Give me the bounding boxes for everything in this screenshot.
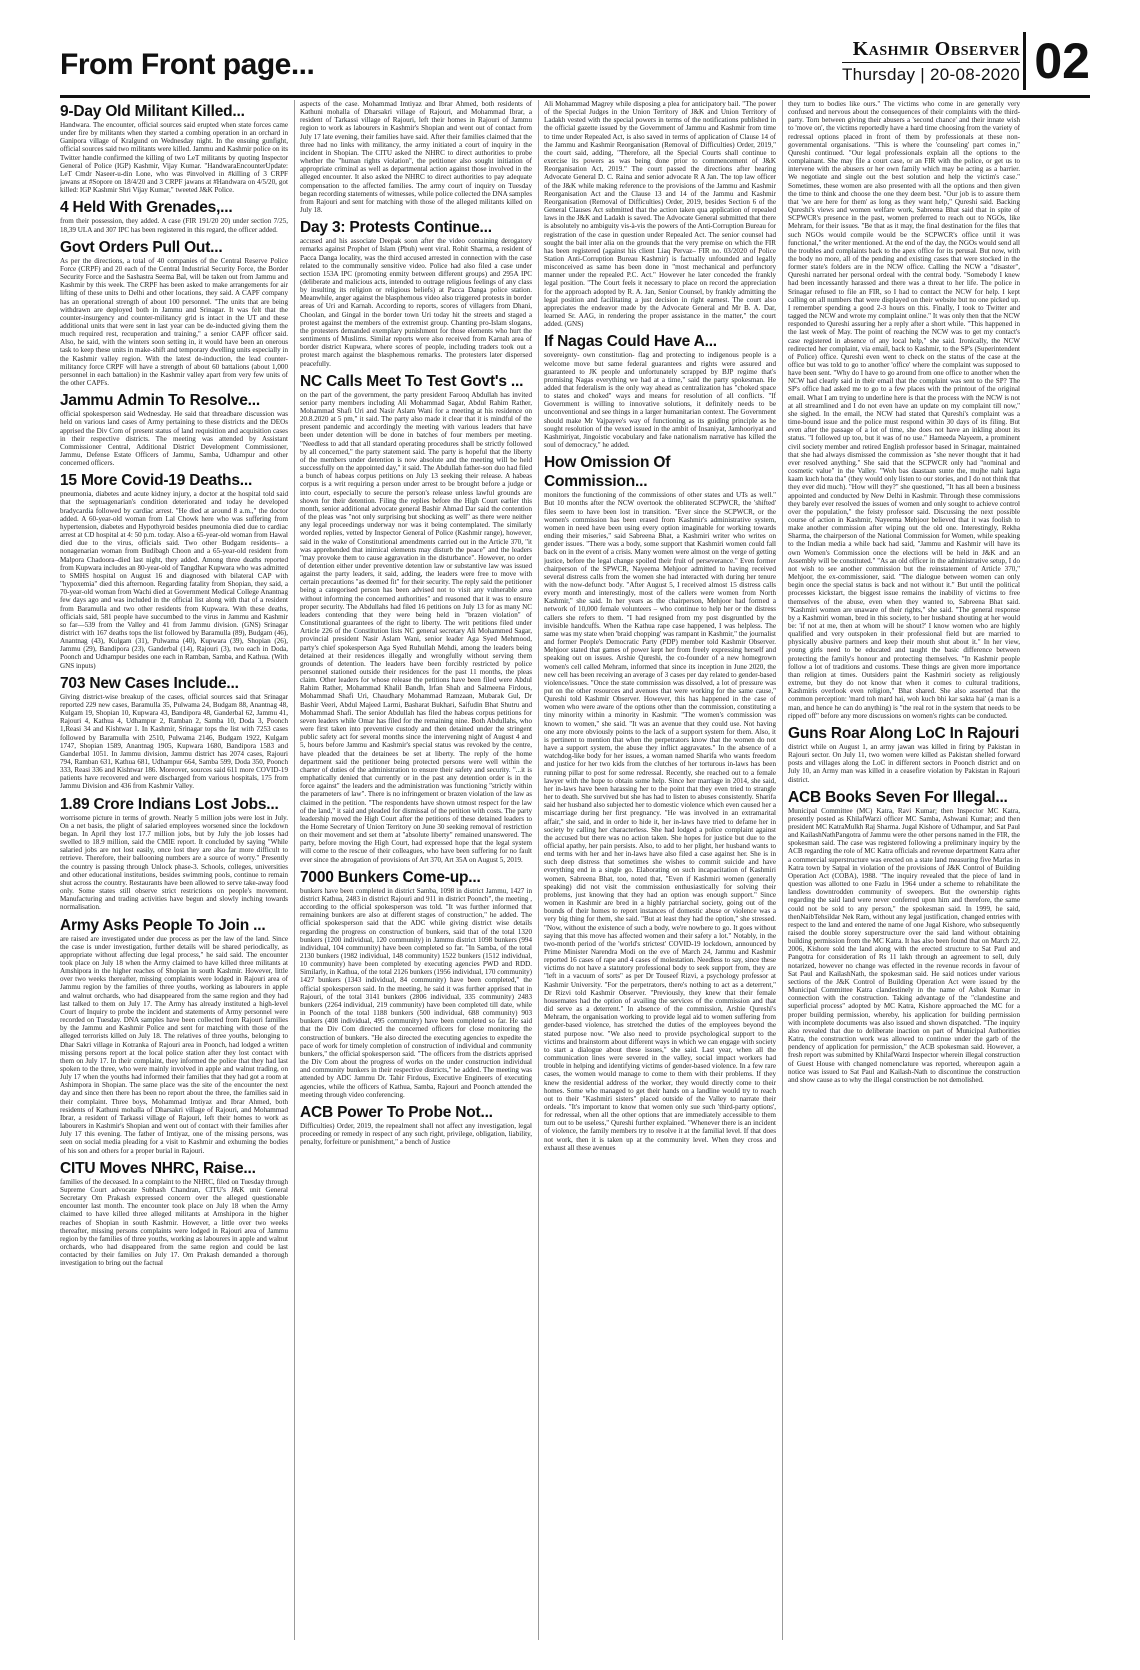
story-headline[interactable]: NC Calls Meet To Test Govt's ... xyxy=(300,372,524,390)
column-4 xyxy=(788,98,1020,1646)
news-story xyxy=(300,1103,532,1146)
story-headline[interactable]: 9-Day Old Militant Killed... xyxy=(60,103,245,120)
news-story xyxy=(544,100,776,328)
news-story xyxy=(300,372,532,864)
story-headline[interactable]: Govt Orders Pull Out... xyxy=(60,238,223,256)
story-headline[interactable]: Day 3: Protests Continue... xyxy=(300,219,492,237)
story-body: monitors the functioning of the commissions of other states and UTs as well." But 10 months after the NCW overtook the obliterated SCPWCR, the 'shifted' files seem to have been lost in transition. "Ever since the SCPWCR, or the women's commission has been erased from Kashmir's administrative system, women in need have been using every option imaginable for working towards ending their miseries," said Sabreena Bhat, a Kashmiri writer who writes on gender issues. "There was a body, some support that Kashmiri women could fall back on in the event of a crisis. Many women were almost on the verge of getting justice, before the legal change spoiled their fruit of perseverance." Even former chairperson of the SPWCR, Nayeema Mehjoor admitted to having received several distress calls from the women she had interacted with during her tenure with the now-defunct body. "After August 5, I received almost 15 distress calls every month and interestingly, most of the callers were women from North Kashmir," she said. In her years as the chairperson, Mehjoor had formed a network of 10,000 female volunteers – who continue to help her or the distress callers she refers to them. "I had resigned from my post disgruntled by the invisible handcuffs. When the Kathua rape case happened, I was helpless. The same was my state when 'braid chopping' was rampant in Kashmir," the journalist and former People's Democratic Party (PDP) member told Kashmir Observer. Mehjoor stated that games of power kept her from freely expressing herself and speaking out on issues. Arshie Qureshi, the co-founder of a new homegrown women's cell called Mehram, informed that since its inception in June 2020, the new cell has been receiving an average of 3 cases per day related to gender-based violence/issues. "Once the state commission was dissolved, a lot of pressure was put on the other resources and avenues that were working for the same cause," Qureshi told Kashmir Observer. However, this has happened in the case of women who were aware of the options other than the commission, constituting a tiny minority within a minority in Kashmir. "The women's commission was known to women," she said. "It was an avenue that they could use. Not having one any more obviously points to the lack of a support system for them. Also, it is pertinent to mention that when the perpetrators know that the women do not have a support system, the abuse they inflict aggravates." In the absence of a watchdog-like body for her issues, a woman named Sharifa who wants freedom and justice for her two kids from the clutches of her torturous in-laws has been running pillar to post for some redressal. Recently, she reached out to a female lawyer with the hope to obtain some help. Since her marriage in 2014, she said, her in-laws have been harassing her to the point that they even tried to strangle her to death. She survived but she has had to listen to abuses consistently. Sharifa said her husband also subjected her to domestic violence which even caused her a miscarriage during her first pregnancy. "He was involved in an extramarital affair," she said, and in order to hide it, her in-laws have tried to defame her in society by calling her characterless. She had lodged a police complaint against the accused but there was no action taken. She hopes for justice but due to the official apathy, her pain persists. Also, to add to her plight, her husband wants to end terms with her and her in-laws have also filed a case against her. She is in such deep distress that sometimes she wishes to commit suicide and have everything end in a single go. Elaborating on such incapacitation of Kashmiri women, Sabreena Bhat, too, noted that, "Even if Kashmiri women (generally speaking) did not visit the commission enthusiastically for solving their problems, just knowing that they had an option was enough support." Since women in Kashmir are bred in a highly patriarchal society, going out of the bounds of their homes to report instances of domestic abuse or violence was a very big thing for them, she said. "But at least they had the option," she stressed. "Now, without the existence of such a body, we're nowhere to go. It goes without saying that this move has affected women and their safety a lot." Notably, in the two-month period of the 'world's strictest' COVID-19 lockdown, announced by Prime Minister Narendra Modi on the eve of March 24, Jammu and Kashmir reported 16 cases of rape and 4 cases of molestation. Needless to say, since these victims do not have a statutory professional body to seek support from, they are "left in a vacuum of sorts" as per Dr Touseef Rizvi, a psychology professor at Kashmir University. "For the perpetrators, there's nothing to act as a deterrent," Dr Rizvi told Kashmir Observer. "Previously, they knew that their female housemates had the option of availing the services of the commission and that did serve as a deterrent." In absence of the commission, Arshie Qureshi's Mehram, the organisation working to provide legal aid to women suffering from gender-based violence, has stretched the duties of the employees beyond the stated purpose now. "We also need to provide psychological support to the victims and brainstorm about different ways in which we can engage with society to start a dialogue about these issues," she said. Last year, when all the communication lines were severed in the valley, social impact workers had trouble in helping and identifying victims of gender-based violence. In a few rare cases, the women would manage to come to them with their problems. If they knew the residential address of the worker, they would directly come to their homes. Some who managed to get their hands on a landline would try to reach out to their "Kashmiri sisters" placed outside of the Valley to narrate their ordeals. "It's important to know that women only sue such 'third-party options', for redressal, when all the other options that are immediately accessible to them turn out to be useless," Qureshi further explained. "Whenever there is an incident of violence, the family members try to resolve it at the familial level. If that does not work, then it is taken up at the community level. When they cross and exhaust all these avenues xyxy=(544,491,776,1152)
news-story xyxy=(544,453,776,1152)
story-body: families of the deceased. In a complaint to the NHRC, filed on Tuesday through Supreme Court advocate Subhash Chandran, CITU's J&K unit General Secretary Om Prakash expressed concern over the alleged questionable encounter last month. The encounter took place on July 18 when the Army claimed to have killed three alleged militants at Amshipora in the higher reaches of Shopian in south Kashmir. However, a little over two weeks thereafter, missing persons complaints were lodged in Rajouri area of Jammu region by the families of three youths, working as labourers in apple and walnut orchards, who had disappeared from the same region and could be last contacted by their families on July 17. Om Prakash demanded a thorough investigation to bring out the factual xyxy=(60,1177,288,1268)
story-body: Giving district-wise breakup of the cases, official sources said that Srinagar reported 229 new cases, Baramulla 35, Pulwama 24, Budgam 88, Anantnag 48, Kulgam 19, Shopian 10, Kupwara 43, Bandipora 48, Ganderbal 62, Jammu 41, Rajouri 4, Kathua 4, Udhampur 2, Ramban 2, Samba 10, Doda 3, Poonch 1,Reasi 34 and Kishtwar 1. In Kashmir, Srinagar tops the list with 7253 cases followed by Baramulla with 2510, Pulwama 2146, Budgam 1922, Kulgam 1747, Shopian 1589, Anantnag 1905, Kupwara 1680, Bandipora 1583 and Ganderbal 1051. In Jammu division, Jammu district has 2074 cases, Rajouri 794, Ramban 631, Kathua 681, Udhampur 664, Samba 599, Doda 350, Poonch 333, Reasi 336 and Kishtwar 186. Moreover, sources said 611 more COVID-19 patients have recovered and were discharged from various hospitals, 175 from Jammu Division and 436 from Kashmir Valley. xyxy=(60,692,288,791)
column-3 xyxy=(544,98,776,1646)
news-story xyxy=(300,100,532,214)
story-body: bunkers have been completed in district Samba, 1098 in district Jammu, 1427 in district Kathua, 2483 in district Rajouri and 911 in district Poonch", the meeting , according to the official spokesperson was told. "It was further informed that remaining bunkers are also at different stages of construction," he added. The official spokesperson said that the ADC while giving district wise details regarding the progress on construction of bunkers, said that of the total 1320 bunkers (1200 individual, 120 community) in Jammu district 1098 bunkers (994 individual, 104 community) have been completed so far. "In Samba, of the total 2130 bunkers (1982 individual, 148 community) 1522 bunkers (1512 individual, 10 community) have been completed by executing agencies PWD and RDD. Similarly, in Kathua, of the total 2126 bunkers (1956 individual, 170 community) 1427 bunkers (1343 individual, 84 community) have been completed," the official spokesperson said. In the meeting, he said it was further apprised that in Rajouri, of the total 3141 bunkers (2806 individual, 335 community) 2483 bunkers (2264 individual, 219 community) have been completed till date, while in Poonch of the total 1188 bunkers (500 individual, 688 community) 903 bunkers (408 individual, 495 community) have been completed so far. He said that the Div Com directed the concerned officers for close monitoring the construction of bunkers. "He also directed the executing agencies to expedite the pace of work for timely completion of construction of individual and community bunkers," the official spokesperson said. "The officers from the districts apprised the Div Com about the progress of works on the under construction individual and community bunkers in their respective districts," he added. The meeting was attended by ADC Jammu Dr. Tahir Firdous, Executive Engineers of executing agencies, while the officers of Kathua, Samba, Rajouri and Poonch attended the meeting through video conferencing. xyxy=(300,886,532,1099)
news-story xyxy=(788,724,1020,784)
news-story xyxy=(544,332,776,449)
story-body: Municipal Committee (MC) Katra, Ravi Kumar; then Inspector MC Katra, presently posted as KhilafWarzi officer MC Samba, Ashwani Kumar; and then president MC KatraMulkh Raj Sharma. Jugal Kishore of Udhampur, and Sat Paul and KailashNathPangotra of Jammu were the other persons named in the FIR, the spokesman said. The case was registered following a preliminary inquiry by the ACB regarding the role of MC Katra officials and revenue department Katra after a commercial superstructure was erected on a state land measuring five Marlas in Katra town by Satpal in violation of the provisions of J&K Control of Building Operation Act (COBA), 1988. "The inquiry revealed that the piece of land in question was allotted to one Fazlu in 1964 under a scheme to rehabilitate the landless downtrodden community of sweepers. But the ownership rights regarding the said land were never conferred upon him and therefore, the same could not be sold to any person," the spokesman said. In 1999, he said, thenNaibTehsildar Nek Ram, without any legal justification, changed entries with respect to the land and entered the name of one Jugal Kishore, who subsequently raised the double storey superstructure over the said land without obtaining building permission from the MC Katra. It has also been found that on March 22, 2006, Kishore sold the land along with the erected structure to Sat Paul and Pangotra for consideration of Rs 11 lakh through an agreement to sell, duly notarized, however no change was effected in the revenue records in favour of Sat Paul and KailashNath, the spokesman said. He said notices under various sections of the J&K Control of Building Operation Act were issued by the Municipal Committee Katra clandestinely in the name of Ashok Kumar in connection with the construction. Taking advantage of the "clandestine and superficial process" adopted by MC Katra, Kishore approached the MC for a proper building permission, whereby, his application for building permission with incomplete documents was also issued and shown dispatched. "The inquiry also revealed that due to deliberate inaction on part of Municipal Authorities Katra, the construction work was allowed to continue under the garb of the pendency of application for permission," the ACB spokesman said. However, a fresh report was submitted by KhilafWarzi Inspector wherein illegal construction of Guest House with changed nomenclature was reported, whereupon again a notice was issued to Sat Paul and Kailash-Nath to discontinue the construction and show cause as to why the illegal construction be not demolished. xyxy=(788,806,1020,1084)
masthead xyxy=(60,34,1090,94)
news-story xyxy=(60,238,288,388)
story-body: aspects of the case. Mohammad Imtiyaz and Ibrar Ahmed, both residents of Kathuni mohalla of Dharsakri village of Rajouri, and Mohammad Ibrar, a resident of Tarkassi village of Rajouri, left their homes in Rajouri of Jammu region to work as labourers in Kashmir's Shopian and went out of contact from July 17 late evening, their families have said. After their families claimed that the three had no links with militancy, the army initiated a court of inquiry in the incident in Shopian. The CITU asked the NHRC to direct authorities to probe whether the "human rights violation", the petitioner also sought initiation of appropriate criminal as well as departmental action against those involved in the alleged encounter. It also asked the NHRC to direct authorities to pay adequate compensation to the affected families. The army court of inquiry on Tuesday began recording statements of witnesses, while police collected the DNA samples from Rajouri and sent for matching with those of the alleged militants killed on July 18. xyxy=(300,100,532,215)
column-divider xyxy=(538,100,539,1640)
story-body: pneumonia, diabetes and acute kidney injury, a doctor at the hospital told said that the septuagenarian's condition deteriorated and today he developed bradycardia followed by cardiac arrest. "He died at around 8 a.m.," the doctor added. A 60-year-old woman from Lal Chowk here who was suffering from hypertension, diabetes and Hypothyroid besides pneumonia died due to cardiac arrest at CD hospital at 4: 50 p.m. today. Also a 65-year-old woman from Hawal died due to the virus, officials said. Two other Budgam residents– a nonagenarian woman from Budibagh Choon and a 65-year-old resident from Malpora Chadoora–died last night, they added. Among three deaths reported from Kupwara includes an 80-year-old of Tangdhar Kupwara who was admitted to SMHS hospital on August 16 and diagnosed with bilateral CAP with "hypoxemia" died this afternoon. Regarding fatality from Shopian, they said, a 70-year-old woman from Wachi died at Government Medical College Anantnag few days ago and was included in the official list along with that of a resident from Baramulla and two other residents from Kupwara. With these deaths, officials said, 581 people have succumbed to the virus in Jammu and Kashmir so far—539 from the Valley and 41 from Jammu division. (GNS) Srinagar district with 167 deaths tops the list followed by Baramulla (89), Budgam (46), Anantnag (43), Kulgam (31), Pulwama (40), Kupwara (39), Shopian (26), Jammu (29), Bandipora (23), Ganderbal (14), Rajouri (3), two each in Doda, Poonch and Udhampur besides one each in Ramban, Samba, and Kathua. (With GNS inputs) xyxy=(60,490,288,670)
news-story xyxy=(60,198,288,233)
story-body: Ali Mohammad Magrey while disposing a plea for anticipatory bail. "The power of the Special Judges in the Union Territory of J&K and Union Territory of Ladakh vested with the special powers in terms of the notifications published in the official gazette issued by the Government of Jammu and Kashmir from time to time under Repealed Act, is also saved in terms of application of Clause 14 of the Jammu and Kashmir Reorganisation (Removal of Difficulties) Order, 2019," the court said, adding, "Therefore, all the Special Courts shall continue to exercise its powers as was being done prior to commencement of J&K Reorganisation Act, 2019." The court passed the directions after hearing Advocate General D. C. Raina and senior advocate R A Jan. The top law officer of the J&K while making reference to the provisions of the Jammu and Kashmir Reorganisation Act and the Clause 13 and 14 of the Jammu and Kashmir Reorganisation (Removal of Difficulties) Order, 2019, besides Section 6 of the General Clauses Act submitted that the action taken qua application of repealed laws in the J&K and Ladakh is saved. The Advocate General submitted that there is absolutely no ambiguity vis-à-vis the powers of the Anti-Corruption Bureau for registration of the case in question under Repealed Act. The senior counsel had sought the bail inter alia on the grounds that the very premise on which the FIR has been registered (against his client Liaq Pervaz– FIR no. 03/2020 of Police Station Anti-Corruption Bureau Kashmir) is factually unfounded and legally misconceived as same has been done in "most mechanical and perfunctory manner under the repealed P.C. Act." However he later conceded the frankly legal position. "The Court feels it necessary to place on record the appreciation for the approach adopted by R. A. Jan, Senior Counsel, by frankly admitting the legal position and facilitating a just decision in right earnest. The court also appreciates the endeavor made by the Advocate General and Mr B. A. Dar, learned Sr. AAG, in rendering the proper assistance in the matter," the court added. (GNS) xyxy=(544,100,776,329)
story-headline[interactable]: 4 Held With Grenades,... xyxy=(60,199,233,217)
story-headline[interactable]: How Omission Of Commission... xyxy=(544,454,671,491)
story-body: Difficulties) Order, 2019, the repealment shall not affect any investigation, legal proceeding or remedy in respect of any such right, privilege, obligation, liability, penalty, forfeiture or punishment," a bench of Justice xyxy=(300,1121,532,1147)
story-body: official spokesperson said Wednesday. He said that threadbare discussion was held on various land cases of Army pertaining to these districts and the DEOs apprised the Div Com of present status of land requisition and acquisition cases in their respective districts. The meeting was attended by Assistant Commissioner Central, Additional District Development Commissioner, Jammu, Defense Estate Officers of Jammu, Samba, Udhampur and other concerned officers. xyxy=(60,410,288,468)
story-headline[interactable]: 1.89 Crore Indians Lost Jobs... xyxy=(60,795,279,813)
story-headline[interactable]: Jammu Admin To Resolve... xyxy=(60,392,260,410)
news-story xyxy=(60,674,288,791)
story-headline[interactable]: ACB Books Seven For Illegal... xyxy=(788,788,1008,806)
story-body: accused and his associate Deepak soon after the video containing derogatory remarks against Prophet of Islam (Pbuh) went viral. Rohit Sharma, a resident of Pacca Danga locality, was the third accused arrested in connection with the case related to the communally sensitive video. Police had also filed a case under section 153A IPC (promoting enmity between different groups) and 295A IPC (deliberate and malicious acts, intended to outrage religious feelings of any class by insulting its religion or religious beliefs) at Pacca Danga police station. Meanwhile, anger against the blasphemous video also triggered protests in border areas of Uri and Karnah. According to reports, scores of villagers from Dhani, Choolan, and Gingal in the border town Uri today hit the streets and staged a protest against the members of the extremist group. Chanting pro-Islam slogans, the protesters demanded exemplary punishment for those elements who hurt the sentiments of Muslims. Similar reports were also received from Karnah area of border district Kupwara, where scores of people, including traders took out a protest march against the blasphemous remarks. The protesters later dispersed peacefully. xyxy=(300,237,532,368)
story-body: are raised are investigated under due process as per the law of the land. Since the case is under investigation, further details will be shared periodically, as appropriate without affecting due legal process," he said said. The encounter took place on July 18 when the Army claimed to have killed three militants at Amshipora in the higher reaches of Shopian in south Kashmir. However, little over two weeks thereafter, missing complaints were lodged in Rajouri area of Jammu region by the families of three youths, working as labourers in apple and walnut orchards, who had disappeared from the same region and they had last talked to them on July 17. The Army has already instituted a high-level Court of Inquiry to probe the incident and statements of Army personnel were recorded on Tuesday. DNA samples have been collected from Rajouri families by the Jammu and Kashmir Police and sent for matching with those of the alleged terrorists killed on July 18. The relatives of three youths, belonging to Dhar Sakri village in Kotranka of Rajouri area in Poonch, had lodged a written missing persons report at the local police station after they lost contact with them on July 17. In their complaint, they informed the police that they had last spoken to the three, who were mainly involved in apple and walnut trading, on July 17 when the youths had informed their families that they had got a room at Ashimpora in Shopian. The same place was the site of the encounter the next day and since then there has been no report about the three, the families said in their complaint. Three boys, Mohammad Imtiyaz and Ibrar Ahmed, both residents of Kathuni mohalla of Dharsakri village of Rajouri, and Mohammad Ibrar, a resident of Tarkassi village of Rajouri, left their homes to work as labourers in Kashmir's Shopian and went out of contact with their families after July 17 this evening. The father of Imtiyaz, one of the missing persons, was seen on social media pleading for a visit to Kashmir and exhuming the bodies of his son and others for a proper burial in Rajouri. xyxy=(60,934,288,1155)
news-story xyxy=(60,1159,288,1268)
brand-block xyxy=(842,38,1020,85)
issue-date: Thursday | 20-08-2020 xyxy=(842,65,1020,84)
news-story xyxy=(60,795,288,912)
story-headline[interactable]: CITU Moves NHRC, Raise... xyxy=(60,1159,256,1177)
story-headline[interactable]: 703 New Cases Include... xyxy=(60,674,239,692)
story-headline[interactable]: If Nagas Could Have A... xyxy=(544,333,717,351)
story-headline[interactable]: Army Asks People To Join ... xyxy=(60,916,266,934)
story-body: sovereignty- own constitution- flag and protecting to indigenous people is a welcome move but same federal guarantees and rights were assured and guaranteed to JK people and unfortunately scrapped by BJP regime that's promising Nagas everything we had at a time," said the party spokesman. He added that federalism is the only way ahead as centralization has "choked space to states and choked" ways and means for resolution of all conflicts. "If Government is willing to innovative solutions, it definitely needs to be unconventional and see things in a larger humanitarian context. The Government should make Mr Vajpayee's way of functioning as its guiding principle as he sought resolution of the vexed issued in the ambit of Insaniyat, Jamhooriyat and Kashmiriyat, Jingoistic vocabulary and fake nationalism narrative has killed the soul of democracy," he added. xyxy=(544,351,776,450)
newspaper-name: Kashmir Observer xyxy=(842,38,1020,63)
news-story xyxy=(60,102,288,194)
story-headline[interactable]: 7000 Bunkers Come-up... xyxy=(300,868,481,886)
news-story xyxy=(60,471,288,669)
story-body: they turn to bodies like ours." The victims who come in are generally very confused and nervous about the consequences of their complaints with the third-party. Torn between giving their abusers a 'second chance' and their innate wish to 'move on', the victims reportedly have a hard time choosing from the variety of redressal options placed in front of them by professionals at these non-governmental organisations. "This is where the 'counseling' part comes in," Qureshi continued. "Our legal professionals explain all the options to the complainant. She may file a court case, or an FIR with the police, or get us to intervene with the abusers or her own family which may be acting as a barrier. We negotiate and single out the best solution and help the victim's case." Sometimes, these women are also presented with all the options and then given the time to think and choose the one they deem best. "Our job is to assure them that 'we are here for them' as long as they want help," Qureshi said. Backing Qureshi's views and women welfare work, Sabreena Bhat said that in spite of SCPWCR's presence in the past, women preferred to reach out to NGOs, like Mehram, for their issues. "Be that as it may, the final destination for the files that such NGOs would compile would be the SCPWCR's office until it was functional," the writer mentioned. At the end of the day, the NGOs would send all the troubles and complaints back to the apex office for its perusal. But now, with the body no more, all of the pending and existing cases that were stocked in the former state's folders are in the NCW office. Calling the NCW a "disaster", Qureshi narrated her personal ordeal with the central body. "Somebody I knew had been incessantly harassed and there was a threat to her life. The police in Srinagar refused to file an FIR, so I had to contact the NCW for help. I kept calling on all numbers that were displayed on their website but no one picked up. I remember spending a good 2-3 hours on this. Finally, I took to Twitter and tagged the NCW and wrote my complaint online." It was only then that the NCW responded to Qureshi assuring her a reply after a short while. "This happened in the last week of May. The point of reaching the NCW was to get my contact's case registered in absence of any local help," she said. Ironically, the NCW redirected her complaint, via email, back to Kashmir, to the SP's (Superintendent of Police) office. Qureshi even went to check on the status of the case at the office but was told to go to another 'office' where the complaint was supposed to have been sent. "Why do I have to go around from one office to another when the NCW had clearly said in their email that the complaint was sent to the SP? The SP's office had asked me to go to a few places with the printout of the original email. What I am trying to underline here is that the process with the NCW is not at all streamlined and I do not even have an update on my complaint till now," she sighed. In the email, the NCW had stated that Qureshi's complaint was a time-bound issue and the police must respond within 30 days of its filing. But even after the passage of a lot of time, she does not have an inkling about its status. "I followed up too, but it was of no use." Hameeda Nayeem, a prominent civil society member and retired English professor based in Srinagar, maintained that she had always dismissed the commission as "she never thought that it had ever resolved anything." She said that the SCPWCR only had "nominal and cosmetic value" in the Valley. "Woh bas daastaan sunte the, mujhe nahi lagta kaam kuch hota tha" (they would only listen to our stories, and I do not think that they ever did much). "How will they?" she questioned, "It has all been a business appointed and conducted by New Delhi in Kashmir. Through these commissions they barely ever resolved the issues of women and only sought to achieve control over the population," the feisty professor said. Discussing the next possible course of action in Kashmir, Nayeema Mehjoor believed that it was foolish to make another commission after wiping out the old one. Interestingly, Rekha Sharma, the chairperson of the National Commission for Women, while speaking to the Indian media a while back had said, "Jammu and Kashmir will have its own Women's Commission once the elections will be held in J&K and an Assembly will be constituted." "As an old officer in the administrative setup, I do not wish to see another commission but the reinstatement of Article 370," Mehjoor, the ex-commissioner, said. "The dialogue between women can only begin once the special status is back and not without it." But until the political processes kickstart, the biggest issue remains the inability of victims to free themselves of the abuse, even when they wanted to, Sabreena Bhat said. "Kashmiri women are unaware of their rights," she said. "The general response by a Kashmiri woman, bred in this society, to her husband shouting at her would be: 'if not at me, then at whom will he shout?' I know women who are highly qualified and very outspoken in their professional field but are married to physically abusive partners and keep their mouth shut about it." In her view, young girls need to be educated and taught the basic difference between protecting the family's honour and protecting themselves. "In Kashmir people follow a lot of traditions and customs. These things are given more importance than religion at times. Outsiders paint the Kashmiri society as religiously extreme, but they do not know that when it comes to cultural traditions, Kashmiris overlook even religion," Bhat shared. She also asserted that the common perception: 'mard toh mard hai, woh kuch bhi kar sakta hai' (a man is a man, and hence he can do anything) is "the real rot in the system that needs to be ripped off" before any more discussions on women's rights can be conducted. xyxy=(788,100,1020,720)
story-body: from their possession, they added. A case (FIR 191/20 20) under section 7/25, 18,39 ULA and 307 IPC has been registered in this regard, the officer added. xyxy=(60,217,288,234)
news-story xyxy=(60,916,288,1155)
story-body: As per the directions, a total of 40 companies of the Central Reserve Police Force (CRPF) and 20 each of the Central Industrial Security Force, the Border Security Force and the Sashastra Seema Bal, will be taken out from Jammu and Kashmir by this week. The CRPF has been asked to make arrangements for air lifting of these units to Delhi and other locations, they said. A CAPF company has an operational strength of about 100 personnel. "The units that are being withdrawn are deployed both in Jammu and Srinagar. It was felt that the counter-insurgency and counter-militancy grid is intact in the UT and these additional units that were sent in last year can be de-inducted giving them the much required rest, recuperation and training," a senior CAPF officer said. Also, he said, with the winters soon setting in, it would have been an onerous task to keep these units in make-shift and temporary dwelling units especially in the Kashmir valley region. With the latest de-induction, the lead counter-militancy force CRPF will have a strength of about 60 battalions (about 1,000 personnel in each battalion) in the Kashmir valley apart from very few units of the other CAPFs. xyxy=(60,256,288,388)
page-number: 02 xyxy=(1023,32,1090,90)
column-2 xyxy=(300,98,532,1646)
story-headline[interactable]: Guns Roar Along LoC In Rajouri xyxy=(788,724,1020,742)
story-headline[interactable]: 15 More Covid-19 Deaths... xyxy=(60,472,253,490)
story-body: worrisome picture in terms of growth. Nearly 5 million jobs were lost in July. On a net basis, the plight of salaried employees worsened since the lockdown began. In April they lost 17.7 million jobs, but by July the job losses had swelled to 18.9 million, said the CMIE report. It concluded by saying "While salaried jobs are not lost easily, once lost they are also far more difficult to retrieve. Therefore, their ballooning numbers are a source of worry." Presently the country is passing through Unlock phase-3. Schools, colleges, universities and other educational institutions, besides swimming pools, continue to remain shut across the country. Restaurants have been allowed to serve take-away food only. Some states still observe strict restrictions on people's movement. Manufacturing and trading activities have begun and slowly inching towards normalisation. xyxy=(60,813,288,912)
news-story xyxy=(300,868,532,1099)
news-story xyxy=(788,788,1020,1084)
story-body: Handwara. The encounter, official sources said erupted when state forces came under fire by militants when they started a combing operation in an orchard in Ganipora village of Kralgund on Wednesday night. In the ensuing gunfight, official sources said two militants were killed. Jammu and Kashmir police on its Twitter handle confirmed the killing of two LeT militants by quoting Inspector General of Police (IGP) Kashmir, Vijay Kumar. "HandwaraEncounterUpdate: LeT Cmdr Naseer-u-din Lone, who was #involved in #killing of 3 CRPF jawans at #Sopore on 18/4/20 and 3 CRPF jawans at #Handwara on 4/5/20, got killed: IGP Kashmir Shri Vijay Kumar," tweeted J&K Police. xyxy=(60,121,288,195)
story-body: on the part of the government, the party president Farooq Abdullah has invited senior party members including Ali Mohammad Sagar, Abdul Rahim Rather, Mohammad Shafi Uri and Nasir Aslam Wani for a meeting at his residence on 20.8.2020 at 5 pm," it said. The party also made it clear that it is mindful of the present pandemic and accordingly the meeting with various leaders that have been under detention will be done in batches of four members per meeting. "Needless to add that all standard operating procedures shall be strictly followed by all concerned," the party statement said. The party is hopeful that the liberty of the members under detention is now absolute and the meeting will be held successfully on the appointed day," it said. The Abdullah father-son duo had filed a bunch of habeas corpus petitions on July 13 seeking their release. A habeas corpus is a writ requiring a person under arrest to be brought before a judge or into court, especially to secure the person's release unless lawful grounds are shown for their detention. Filing the replies before the High Court earlier this month, senior additional advocate general Bashir Ahmad Dar said the contention of the pleas was "not only surprising but shocking as well" as there were neither any legal proceedings underway nor was it being contemplated. The similarly worded replies, vetted by Inspector General of Police (Kashmir range), however, said in the wake of Constitutional amendments carried out in the Article 370, "it was apprehended that inimical elements may disturb the peace" and the leaders "may provoke them to cause aggravation in the disturbance". However, no order of detention either under preventive detention law or substantive law was issued against the party leaders, it said, adding, the leaders were free to move with certain precautions "as deemed fit" for their security. The reply said the petitioner being a categorised person has been advised not to visit any vulnerable area without informing the concerned authorities" and reasoned that it was to ensure proper security. The Abdullahs had filed 16 petitions on July 13 for as many NC leaders contending that they were being held in "brazen violation" of Constitutional guarantees of the right to liberty. The writ petitions filed under Article 226 of the Constitution lists NC general secretary Ali Mohammed Sagar, provincial president Nasir Aslam Wani, senior leader Aga Syed Mehmood, party's chief spokesperson Aga Syed Ruhullah Mehdi, among the leaders being detained at their residences illegally and wrongfully without serving them grounds of detention. The leaders have been forcibly restricted by police personnel stationed outside their residences for the past 11 months, the pleas claim. Other leaders for whose release the petitions have been filed were Abdul Rahim Rather, Mohammad Khalil Bandh, Irfan Shah and Salmeena Firdous, Mohammad Shafi Uri, Chaudhary Mohammad Ramzaan, Mubarak Gul, Dr Bashir Veeri, Abdul Majeed Larmi, Basharat Bukhari, Saifudin Bhat Shutru and Mohammad Shafi. The senior Abdullah has filed the habeas corpus petitions for seven leaders while Omar has filed for the remaining nine. Both Abdullahs, who were first taken into preventive custody and then detained under the stringent public safety act for several months since the intervening night of August 4 and 5, hours before Jammu and Kashmir's special status was revoked by the centre, have pleaded that the detainees be set at liberty. The reply of the home department said the petitioner being protected persons were well within the charter of duties of the administration to ensure their safety and security. "...it is emphatically denied that currently or in the past any detention order is in the force against" the leaders and the administration was functioning "strictly within the parameters of law". There is no infringement or brazen violation of the law as claimed in the petition. "The respondents have shown utmost respect for the law of the land," it said and pleaded for dismissal of the petition with costs. The party leadership moved the High Court after the petitions of these detained leaders to the Home Secretary of Union Territory on June 30 seeking removal of restriction on their movement and set them at "absolute liberty" remained unanswered. The party, before moving the High Court, had expressed hope that the legal system will come to the rescue of their colleagues, who have been suffering for no fault ever since the abrogation of provisions of Art 370, Art 35A on August 5, 2019. xyxy=(300,390,532,864)
story-headline[interactable]: ACB Power To Probe Not... xyxy=(300,1103,493,1121)
story-body: district while on August 1, an army jawan was killed in firing by Pakistan in Rajouri sector. On July 11, two women were killed as Pakistan shelled forward posts and villages along the LoC in different sectors in Poonch district and on July 10, an Army man was killed in a ceasefire violation by Pakistan in Rajouri district. xyxy=(788,742,1020,784)
news-story xyxy=(788,100,1020,720)
column-divider xyxy=(782,100,783,1640)
news-story xyxy=(60,391,288,467)
section-title: From Front page... xyxy=(60,48,315,81)
column-1 xyxy=(60,98,288,1646)
news-story xyxy=(300,218,532,368)
column-divider xyxy=(294,100,295,1640)
